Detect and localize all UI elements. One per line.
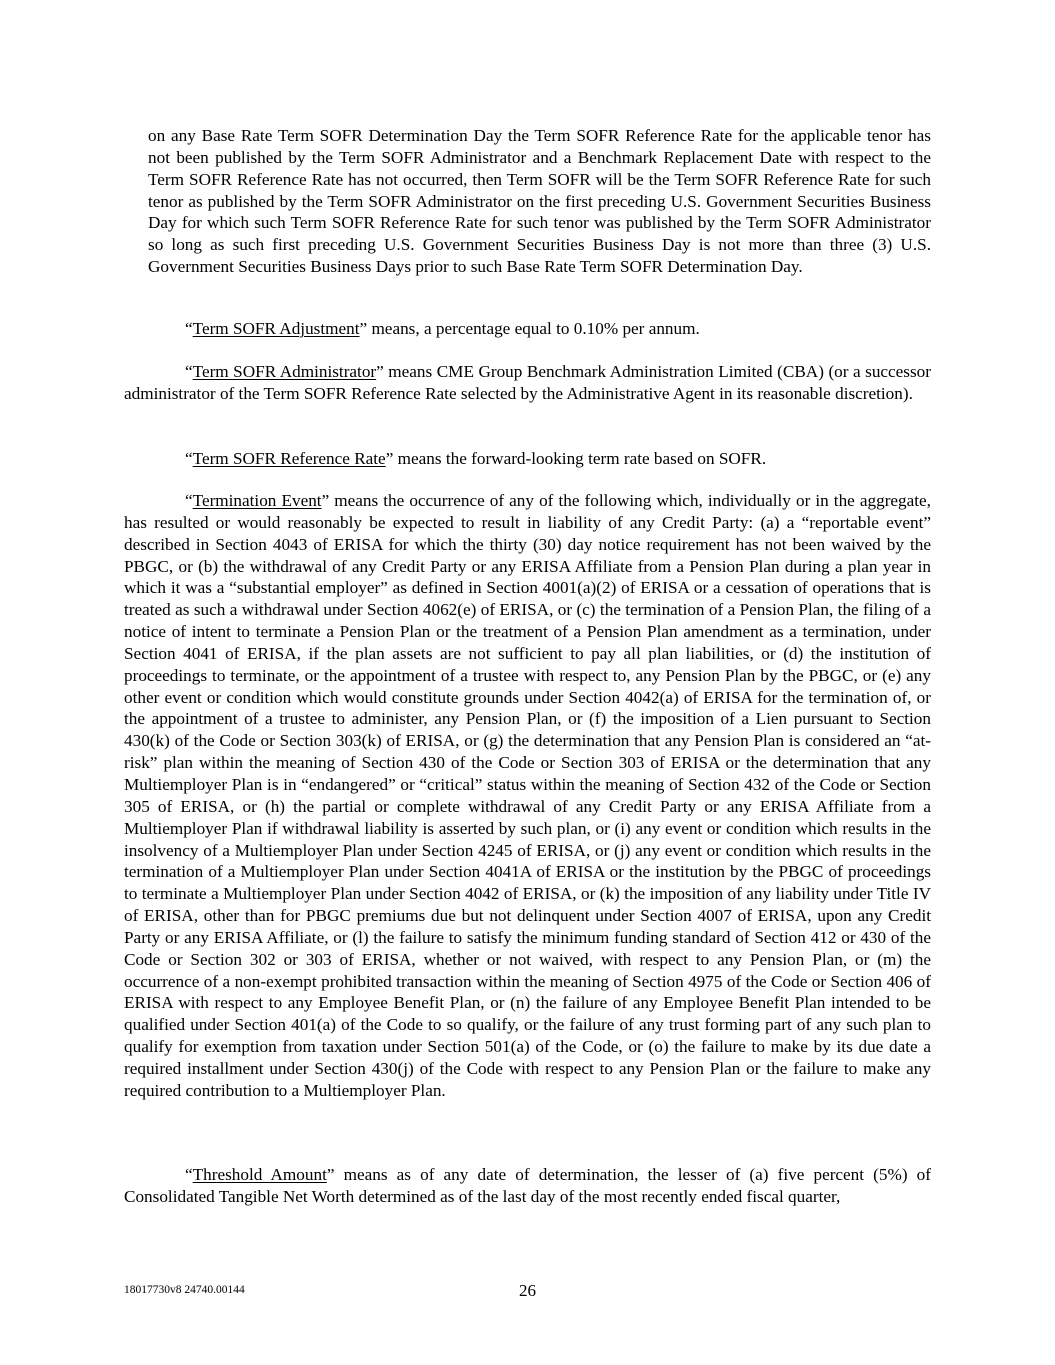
definition-term-sofr-adjustment <box>124 318 931 340</box>
definition-text: ” means as of any date of determination, the lesser of (a) five percent (5%) of Consolidated Tangible Net Worth determined as of the last day of the most recently ended fiscal quarter, <box>124 1165 931 1206</box>
definition-threshold-amount <box>124 1164 931 1208</box>
defined-term: Term SOFR Adjustment <box>192 319 360 338</box>
open-quote: “ <box>185 1165 193 1184</box>
definition-termination-event <box>124 490 931 1102</box>
defined-term: Termination Event <box>192 491 322 510</box>
document-id: 18017730v8 24740.00144 <box>124 1284 245 1296</box>
open-quote: “ <box>185 491 193 510</box>
open-quote: “ <box>185 319 193 338</box>
definition-term-sofr-administrator <box>124 361 931 405</box>
defined-term: Term SOFR Reference Rate <box>192 449 386 468</box>
open-quote: “ <box>185 362 193 381</box>
definition-text: ” means CME Group Benchmark Administration Limited (CBA) (or a successor administrator of the Term SOFR Reference Rate selected by the Administrative Agent in its reasonable discretion). <box>124 362 931 403</box>
page-number: 26 <box>519 1281 536 1300</box>
defined-term: Term SOFR Administrator <box>192 362 377 381</box>
definition-term-sofr-reference-rate <box>124 448 931 470</box>
continuation-paragraph: on any Base Rate Term SOFR Determination Day the Term SOFR Reference Rate for the applicable tenor has not been published by the Term SOFR Administrator and a Benchmark Replacement Date with respect to the Term SOFR Reference Rate has not occurred, then Term SOFR will be the Term SOFR Reference Rate for such tenor as published by the Term SOFR Administrator on the first preceding U.S. Government Securities Business Day for which such Term SOFR Reference Rate for such tenor was published by the Term SOFR Administrator so long as such first preceding U.S. Government Securities Business Day is not more than three (3) U.S. Government Securities Business Days prior to such Base Rate Term SOFR Determination Day. <box>148 126 931 277</box>
definition-text: ” means the forward-looking term rate based on SOFR. <box>385 449 767 468</box>
definition-text: ” means the occurrence of any of the following which, individually or in the aggregate, has resulted or would reasonably be expected to result in liability of any Credit Party: (a) a “reportable event” described in Section 4043 of ERISA for which the thirty (30) day notice requirement has not been waived by the PBGC, or (b) the withdrawal of any Credit Party or any ERISA Affiliate from a Pension Plan during a plan year in which it was a “substantial employer” as defined in Section 4001(a)(2) of ERISA or a cessation of operations that is treated as such a withdrawal under Section 4062(e) of ERISA, or (c) the termination of a Pension Plan, the filing of a notice of intent to terminate a Pension Plan or the treatment of a Pension Plan amendment as a termination, under Section 4041 of ERISA, if the plan assets are not sufficient to pay all plan liabilities, or (d) the institution of proceedings to terminate, or the appointment of a trustee with respect to, any Pension Plan by the PBGC, or (e) any other event or condition which would constitute grounds under Section 4042(a) of ERISA for the termination of, or the appointment of a trustee to administer, any Pension Plan, or (f) the imposition of a Lien pursuant to Section 430(k) of the Code or Section 303(k) of ERISA, or (g) the determination that any Pension Plan is considered an “at-risk” plan within the meaning of Section 430 of the Code or Section 303 of ERISA or the determination that any Multiemployer Plan is in “endangered” or “critical” status within the meaning of Section 432 of the Code or Section 305 of ERISA, or (h) the partial or complete withdrawal of any Credit Party or any ERISA Affiliate from a Multiemployer Plan if withdrawal liability is asserted by such plan, or (i) any event or condition which results in the insolvency of a Multiemployer Plan under Section 4245 of ERISA, or (j) any event or condition which results in the termination of a Multiemployer Plan under Section 4041A of ERISA or the institution by the PBGC of proceedings to terminate a Multiemployer Plan under Section 4042 of ERISA, or (k) the imposition of any liability under Title IV of ERISA, other than for PBGC premiums due but not delinquent under Section 4007 of ERISA, upon any Credit Party or any ERISA Affiliate, or (l) the failure to satisfy the minimum funding standard of Section 412 or 430 of the Code or Section 302 or 303 of ERISA, whether or not waived, with respect to any Pension Plan, or (m) the occurrence of a non-exempt prohibited transaction within the meaning of Section 4975 of the Code or Section 406 of ERISA with respect to any Employee Benefit Plan, or (n) the failure of any Employee Benefit Plan intended to be qualified under Section 401(a) of the Code to so qualify, or the failure of any trust forming part of any such plan to qualify for exemption from taxation under Section 501(a) of the Code, or (o) the failure to make by its due date a required installment under Section 430(j) of the Code with respect to any Pension Plan or the failure to make any required contribution to a Multiemployer Plan. <box>124 491 931 1100</box>
definition-text: ” means, a percentage equal to 0.10% per annum. <box>359 319 700 338</box>
defined-term: Threshold Amount <box>192 1165 327 1184</box>
open-quote: “ <box>185 449 193 468</box>
